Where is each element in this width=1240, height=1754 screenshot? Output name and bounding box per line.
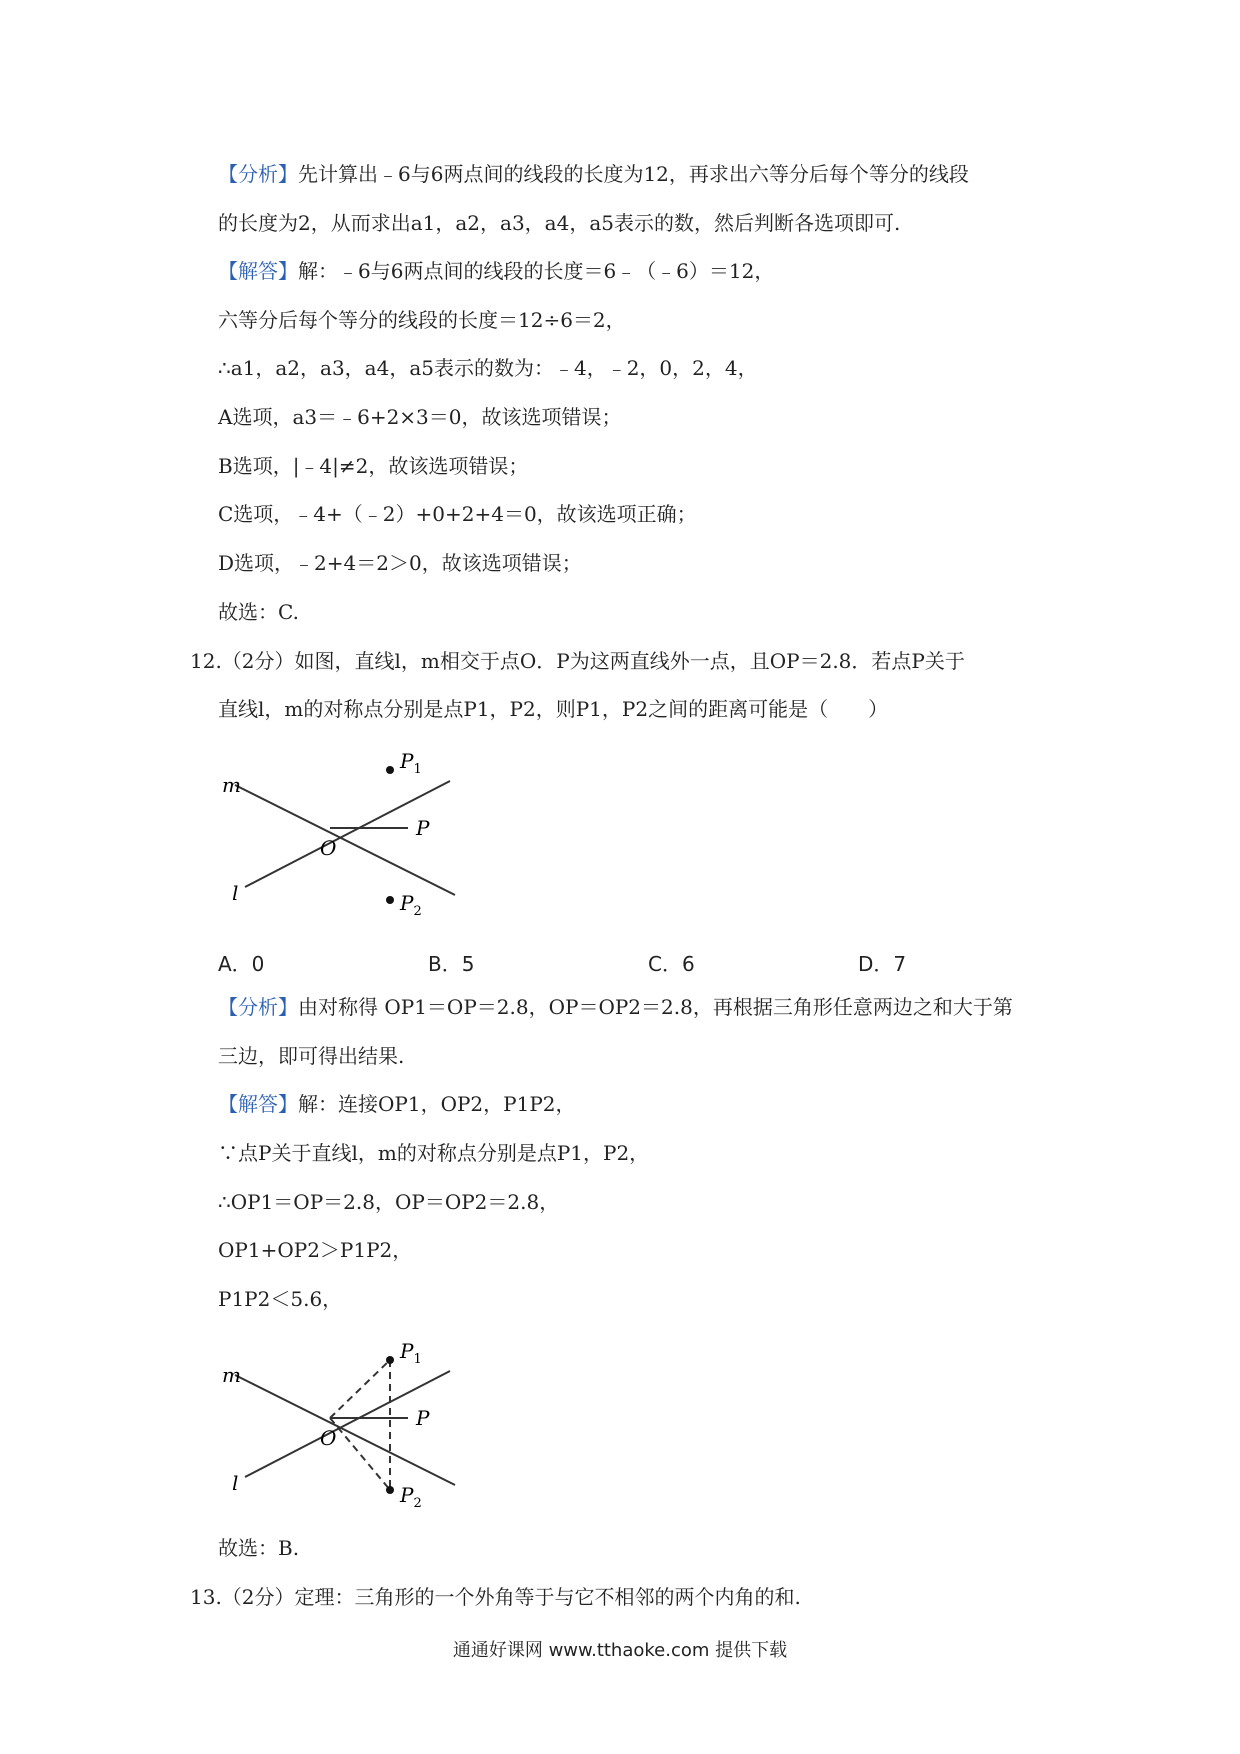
- segment-op2: [330, 1418, 390, 1490]
- line-m: [235, 785, 455, 895]
- q11-answer-line-7: D选项，﹣2+4＝2＞0，故该选项错误；: [218, 551, 582, 575]
- line-m: [235, 1375, 455, 1485]
- option-a: A．0: [218, 952, 265, 976]
- label-p1: $P_1$: [400, 749, 422, 777]
- q12-analysis-line-1: [218, 997, 1013, 1017]
- q11-analysis-text-1: 先计算出﹣6与6两点间的线段的长度为12，再求出六等分后每个等分的线段: [298, 162, 969, 186]
- q11-analysis-line-2: 的长度为2，从而求出a1，a2，a3，a4，a5表示的数，然后判断各选项即可.: [218, 211, 901, 235]
- label-m: m: [222, 773, 241, 797]
- q11-answer-text-1: 解：﹣6与6两点间的线段的长度＝6﹣（﹣6）＝12，: [298, 259, 775, 283]
- q12-answer-line-5: P1P2＜5.6，: [218, 1287, 343, 1311]
- label-m: m: [222, 1363, 241, 1387]
- segment-op1: [330, 1360, 390, 1418]
- answer-tag: 【解答】: [218, 259, 298, 283]
- q12-answer-line-1: [218, 1094, 576, 1114]
- option-c: C．6: [648, 952, 695, 976]
- analysis-tag: 【分析】: [218, 995, 298, 1019]
- page-footer: 通通好课网 www.tthaoke.com 提供下载: [452, 1640, 788, 1661]
- option-b: B．5: [428, 952, 475, 976]
- label-o: O: [320, 1426, 337, 1450]
- q12-stem-line-2: 直线l，m的对称点分别是点P1，P2，则P1，P2之间的距离可能是（ ）: [218, 697, 889, 721]
- q12-figure: [210, 740, 470, 930]
- q11-answer-line-3: ∴a1，a2，a3，a4，a5表示的数为：﹣4，﹣2，0，2，4，: [218, 356, 758, 380]
- point-p2: [386, 896, 394, 904]
- q12-analysis-line-2: 三边，即可得出结果.: [218, 1044, 405, 1068]
- q11-answer-line-5: B选项，|﹣4|≠2，故该选项错误；: [218, 454, 529, 478]
- label-p1: $P_1$: [400, 1339, 422, 1367]
- label-l: l: [232, 881, 239, 905]
- q11-answer-line-2: 六等分后每个等分的线段的长度＝12÷6＝2，: [218, 308, 626, 332]
- label-p: P: [416, 1406, 430, 1430]
- q12-answer-text-1: 解：连接OP1，OP2，P1P2，: [298, 1092, 576, 1116]
- answer-tag: 【解答】: [218, 1092, 298, 1116]
- option-d: D．7: [858, 952, 907, 976]
- q11-answer-line-1: [218, 261, 774, 281]
- label-p2: $P_2$: [400, 1483, 422, 1511]
- q11-answer-line-6: C选项，﹣4+（﹣2）+0+2+4＝0，故该选项正确；: [218, 502, 697, 526]
- q12-stem-line-1: 12.（2分）如图，直线l，m相交于点O．P为这两直线外一点，且OP＝2.8．若点P关于: [190, 649, 965, 673]
- label-p2: $P_2$: [400, 891, 422, 919]
- q12-answer-line-4: OP1+OP2＞P1P2，: [218, 1238, 413, 1262]
- label-l: l: [232, 1471, 239, 1495]
- analysis-tag: 【分析】: [218, 162, 298, 186]
- q12-answer-line-2: ∵点P关于直线l，m的对称点分别是点P1，P2，: [218, 1141, 650, 1165]
- q11-analysis-line-1: [218, 164, 969, 184]
- q11-choice: 故选：C.: [218, 600, 299, 624]
- q11-answer-line-4: A选项，a3＝﹣6+2×3＝0，故该选项错误；: [218, 405, 622, 429]
- q13-stem-line-1: 13.（2分）定理：三角形的一个外角等于与它不相邻的两个内角的和.: [190, 1585, 801, 1609]
- point-p2: [386, 1486, 394, 1494]
- point-p1: [386, 1356, 394, 1364]
- point-p1: [386, 766, 394, 774]
- q12-answer-line-3: ∴OP1＝OP＝2.8，OP＝OP2＝2.8，: [218, 1190, 560, 1214]
- q12-analysis-text-1: 由对称得 OP1＝OP＝2.8，OP＝OP2＝2.8，再根据三角形任意两边之和大于第: [298, 995, 1013, 1019]
- q12-solution-figure: [210, 1330, 470, 1520]
- label-p: P: [416, 816, 430, 840]
- label-o: O: [320, 836, 337, 860]
- q12-choice: 故选：B.: [218, 1536, 300, 1560]
